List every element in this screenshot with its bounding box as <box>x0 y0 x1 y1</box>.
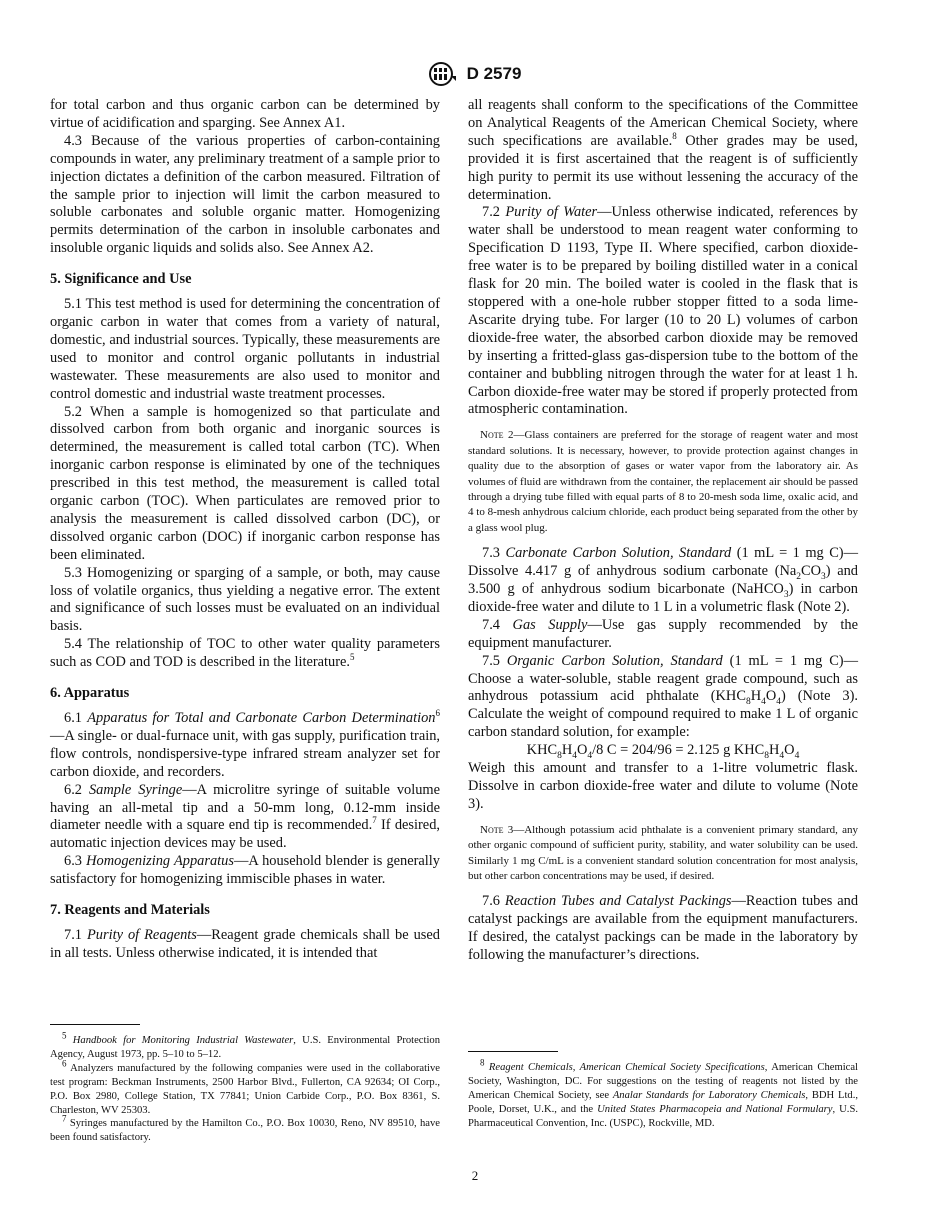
paragraph-5-2: 5.2 When a sample is homogenized so that particulate and dissolved carbon from both organic and inorganic sources is determined, the measurement is called total carbon (TC). When inorganic carbon response is eliminated by one of the techniques prescribed in this test method, the measurement is called total organic carbon (TOC). When particulates are removed prior to analysis the measurement is called dissolved carbon (DC), or dissolved organic carbon (DOC) if inorganic carbon response has been eliminated. <box>50 403 440 563</box>
note-3: Note 3—Although potassium acid phthalate is a convenient primary standard, any other organic compound of sufficient purity, stability, and water solubility can be used. Similarly 1 mg C/mL is a convenient standard solution concentration for most analysis, but other carbon concentrations may be used, if desired. <box>468 823 858 882</box>
paragraph-7-6: 7.6 Reaction Tubes and Catalyst Packings—Reaction tubes and catalyst packings are available from the equipment manufacturers. If desired, the catalyst packings can be made in the laboratory by following the manufacturer’s directions. <box>468 893 859 964</box>
paragraph-6-2: 6.2 Sample Syringe—A microlitre syringe of suitable volume having an all-metal tip and a 50-mm long, 0.12-mm inside diameter needle with a square end tip is recommended.$^7$ If desired, automatic injection devices may be used. <box>50 781 440 852</box>
page-number: 2 <box>471 1168 479 1183</box>
formula-khp: $KHC_8H_4O_4/8$ C = 204/96 = 2.125 g $KHC_8H_4O_4$ <box>526 742 800 761</box>
paragraph-5-3: 5.3 Homogenizing or sparging of a sample, or both, may cause loss of volatile organics, thus yielding a negative error. The extent and significance of such losses must be evaluated on an individual basis. <box>50 564 440 635</box>
paragraph-7-1: 7.1 Purity of Reagents—Reagent grade chemicals shall be used in all tests. Unless otherwise indicated, it is intended that <box>50 926 440 961</box>
paragraph-4-2-continued: for total carbon and thus organic carbon can be determined by virtue of acidification and sparging. See Annex A1. <box>50 97 440 131</box>
paragraph-7-1-continued: all reagents shall conform to the specifications of the Committee on Analytical Reagents of the American Chemical Society, where such specifications are available.$^8$ Other grades may be used, provided it is first ascertained that the reagent is of sufficiently high purity to permit its use without lessening the accuracy of the determination. <box>468 97 858 203</box>
astm-logo-icon <box>429 62 457 86</box>
footnote-ref-6[interactable]: 6 <box>435 708 440 719</box>
footnote-8: $^8$ Reagent Chemicals, American Chemical Society Specifications, American Chemical Society, Washington, DC. For suggestions on the testing of reagents not listed by the American Chemical Society, see Analar Standards for Laboratory Chemicals, BDH Ltd., Poole, Dorset, U.K., and the United States Pharmacopeia and National Formulary, U.S. Pharmaceutical Convention, Inc. (USPC), Rockville, MD. <box>468 1057 859 1129</box>
paragraph-5-1: 5.1 This test method is used for determining the concentration of organic carbon in water that comes from a variety of natural, domestic, and industrial sources. Typically, these measurements are used to monitor and control organic pollutants in industrial wastewater. These measurements are also used to monitor and control domestic and industrial waste treatment processes. <box>50 296 440 402</box>
left-column <box>50 97 440 963</box>
paragraph-7-5-after: Weigh this amount and transfer to a 1-litre volumetric flask. Dissolve in carbon dioxide-free water and dilute to volume (Note 3). <box>468 760 858 812</box>
paragraph-6-1: 6.1 Apparatus for Total and Carbonate Carbon Determination$^6$—A single- or dual-furnace unit, with gas supply, purification train, flow controls, nondispersive-type infrared stream analyzer set for carbon dioxide, and recorders. <box>50 708 440 780</box>
paragraph-7-2: 7.2 Purity of Water—Unless otherwise indicated, references by water shall be understood to mean reagent water conforming to Specification D 1193, Type II. Where specified, carbon dioxide-free water is to be prepared by boiling distilled water in a conical flask for 20 min. The boiled water is cooled in the flask that is stoppered with a one-hole rubber stopper fitted to a soda lime-Ascarite drying tube. For larger (10 to 20 L) volumes of carbon dioxide-free water, the absorbed carbon dioxide may be removed by inserting a fritted-glass gas-dispersion tube to the bottom of the container and bubbling nitrogen through the water for at least 1 h. Carbon dioxide-free water may be stored if properly protected from atmospheric contamination. <box>468 204 858 418</box>
document-designation: D 2579 <box>466 64 522 83</box>
footnote-ref-8[interactable]: 8 <box>672 131 677 142</box>
section-7-heading: 7. Reagents and Materials <box>50 902 210 919</box>
footnote-rule-right <box>468 1051 558 1052</box>
footnote-ref-7[interactable]: 7 <box>372 815 377 826</box>
section-6-heading: 6. Apparatus <box>50 685 130 702</box>
note-2: Note 2—Glass containers are preferred for the storage of reagent water and most standard solutions. It is necessary, however, to provide protection against changes in quality due to the absorption of gases or water vapor from the laboratory air. As volumes of fluid are withdrawn from the container, the replacement air should be passed through a drying tube filled with equal parts of 8 to 20-mesh soda lime, oxalic acid, and 4 to 8-mesh anhydrous calcium chloride, each product being separated from the other by a glass wool plug. <box>468 429 859 534</box>
paragraph-6-3: 6.3 Homogenizing Apparatus—A household blender is generally satisfactory for homogenizing immiscible phases in water. <box>50 853 440 888</box>
paragraph-4-3: 4.3 Because of the various properties of carbon-containing compounds in water, any preliminary treatment of a sample prior to injection dictates a definition of the carbon measured. Filtration of the sample prior to injection will limit the carbon measured to soluble carbonates and soluble organic matter. Homogenizing permits determination of the carbon in insoluble carbonates and insoluble organic liquids and solids also. See Annex A2. <box>50 132 440 257</box>
footnotes-right <box>468 1057 859 1131</box>
footnotes-left <box>50 1030 440 1145</box>
section-5-heading: 5. Significance and Use <box>50 271 192 288</box>
paragraph-7-3: 7.3 Carbonate Carbon Solution, Standard (1 mL = 1 mg C)—Dissolve 4.417 g of anhydrous sodium carbonate $(Na_2CO_3)$ and 3.500 g of anhydrous sodium bicarbonate (NaHCO$_3$) in carbon dioxide-free water and dilute to 1 L in a volumetric flask (Note 2). <box>468 545 858 615</box>
paragraph-7-4: 7.4 Gas Supply—Use gas supply recommended by the equipment manufacturer. <box>468 616 858 651</box>
footnote-ref-5[interactable]: 5 <box>350 652 355 663</box>
footnote-rule-left <box>50 1024 140 1025</box>
page-header <box>0 62 950 86</box>
footnote-6: $^6$ Analyzers manufactured by the following companies were used in the collaborative test program: Beckman Instruments, 2500 Harbor Blvd., Fullerton, CA 92634; OI Corp., P.O. Box 2980, College Station, TX 77841; Union Carbide Corp., P.O. Box 8361, S. Charleston, WV 25303. <box>50 1058 440 1116</box>
right-column <box>468 97 858 965</box>
paragraph-7-5: 7.5 Organic Carbon Solution, Standard (1 mL = 1 mg C)—Choose a water-soluble, stable reagent grade compound, such as anhydrous potassium acid phthalate $(KHC_8H_4O_4)$ (Note 3). Calculate the weight of compound required to make 1 L of organic carbon standard solution, for example: <box>468 652 859 741</box>
paragraph-5-4: 5.4 The relationship of TOC to other water quality parameters such as COD and TOD is described in the literature.$^5$ <box>50 636 440 671</box>
footnote-7: $^7$ Syringes manufactured by the Hamilton Co., P.O. Box 10030, Reno, NV 89510, have been found satisfactory. <box>50 1113 440 1144</box>
footnote-5: $^5$ Handbook for Monitoring Industrial Wastewater, U.S. Environmental Protection Agency, August 1973, pp. 5–10 to 5–12. <box>50 1030 440 1060</box>
